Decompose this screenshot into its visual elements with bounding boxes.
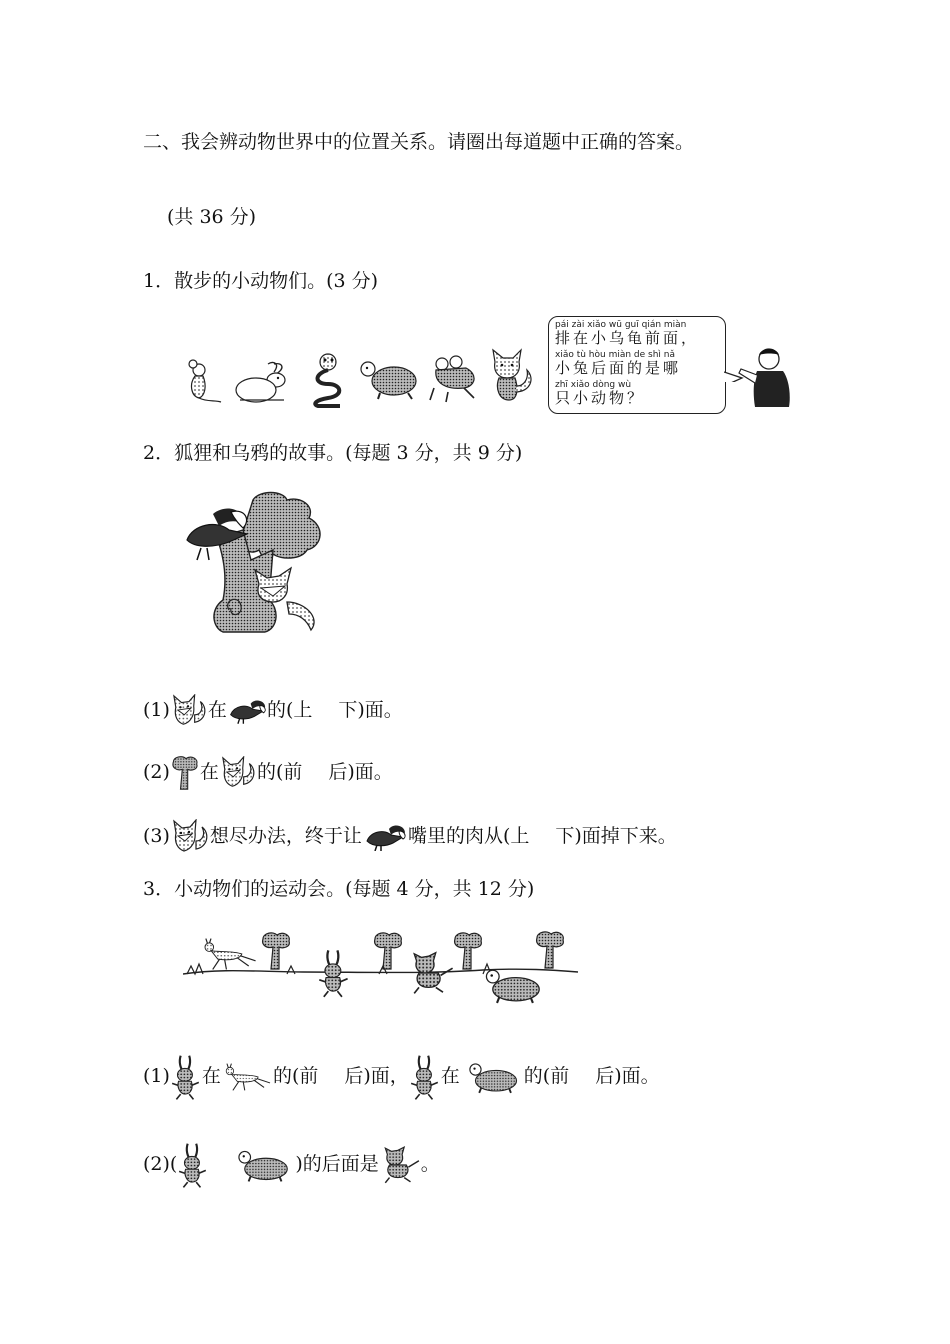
item-text: 嘴里的肉从(上: [407, 825, 530, 847]
section-heading: 二、我会辨动物世界中的位置关系。请圈出每道题中正确的答案。: [143, 131, 695, 153]
frog-icon: [428, 354, 482, 408]
rabbit-icon: [177, 1141, 209, 1189]
item-text: 后)面。: [328, 761, 393, 783]
item-text: 在: [199, 761, 219, 783]
crow-icon: [362, 823, 408, 851]
race-scene: [183, 928, 583, 1010]
fox-icon: [219, 756, 257, 790]
tree-icon: [170, 755, 200, 791]
rabbit-icon: [170, 1053, 202, 1101]
q2-item-2: [143, 754, 393, 790]
q3-item-1: [143, 1050, 660, 1102]
bubble-text: 排在小乌龟前面，: [555, 329, 700, 347]
item-text: 后)面。: [595, 1065, 660, 1087]
turtle-icon: [468, 1059, 524, 1095]
fox-crow-scene: [183, 490, 333, 642]
turtle-icon: [358, 357, 420, 405]
bubble-pinyin: xiǎo tù hòu miàn de shì nǎ: [555, 350, 676, 360]
bubble-text: 小兔后面的是哪: [555, 359, 682, 377]
item-text: 想尽办法，终于让: [209, 825, 362, 847]
bubble-pinyin: pái zài xiǎo wū guī qián miàn: [555, 320, 687, 330]
bubble-pinyin: zhī xiǎo dòng wù: [555, 380, 632, 390]
item-text: 后)面，: [344, 1065, 409, 1087]
item-text: 在: [207, 699, 227, 721]
item-number: (1): [143, 699, 170, 721]
crow-icon: [227, 698, 267, 724]
mouse-icon: [181, 356, 223, 410]
item-text: 的(前: [256, 761, 303, 783]
q2-title: 2．狐狸和乌鸦的故事。(每题 3 分，共 9 分): [143, 442, 523, 464]
q3-title: 3．小动物们的运动会。(每题 4 分，共 12 分): [143, 878, 535, 900]
speech-bubble: [548, 316, 726, 414]
fox-icon: [170, 819, 210, 855]
rabbit-icon: [230, 360, 292, 410]
bubble-text: 只小动物？: [555, 389, 646, 407]
item-text: 下)面掉下来。: [555, 825, 677, 847]
item-number: (2)(: [143, 1153, 178, 1175]
item-text: 的(前: [272, 1065, 319, 1087]
q2-item-1: [143, 693, 403, 727]
fox-icon: [170, 694, 208, 728]
item-text: )的后面是: [295, 1153, 379, 1175]
q2-item-3: [143, 818, 677, 854]
item-text: 的(前: [523, 1065, 570, 1087]
item-text: 在: [201, 1065, 221, 1087]
fox-icon: [487, 348, 537, 408]
item-text: 下)面。: [338, 699, 403, 721]
rabbit-icon: [409, 1053, 441, 1101]
item-text: 。: [420, 1153, 440, 1175]
item-number: (3): [143, 825, 170, 847]
q1-title: 1．散步的小动物们。(3 分): [143, 270, 379, 292]
deer-icon: [221, 1057, 273, 1097]
snake-icon: [306, 352, 350, 412]
item-text: 的(上: [266, 699, 313, 721]
item-number: (2): [143, 761, 170, 783]
item-number: (1): [143, 1065, 170, 1087]
cat-icon: [379, 1146, 421, 1184]
turtle-icon: [237, 1147, 295, 1183]
boy-icon: [735, 345, 797, 413]
section-score: (共 36 分): [167, 206, 257, 228]
item-text: 在: [440, 1065, 460, 1087]
q3-item-2: [143, 1138, 440, 1190]
